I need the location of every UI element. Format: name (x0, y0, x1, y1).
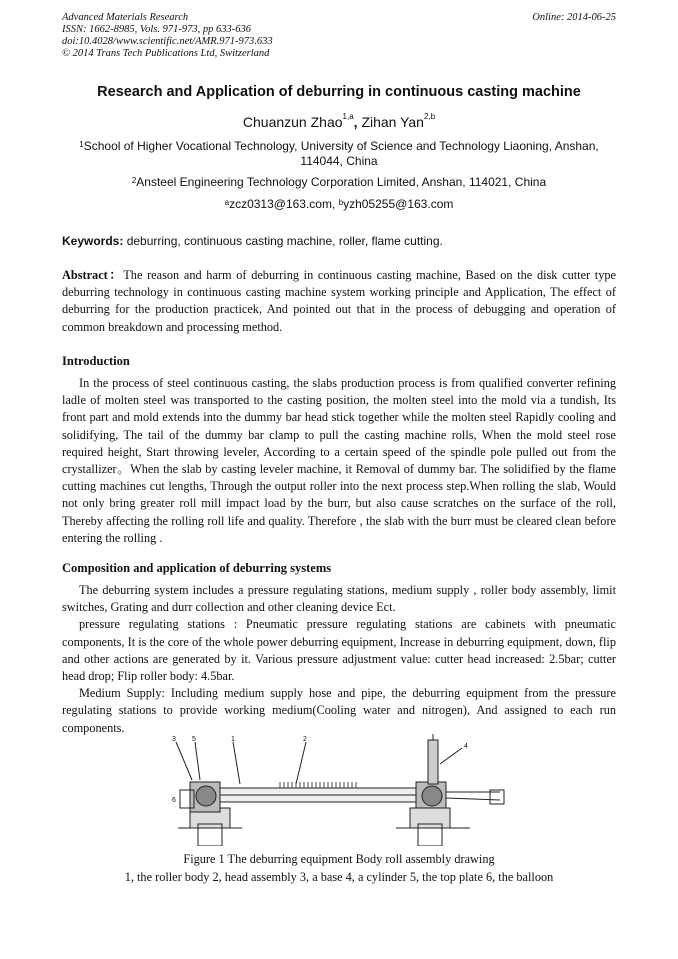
keywords-label: Keywords: (62, 234, 124, 248)
paragraph: pressure regulating stations : Pneumatic pressure regulating stations are cabinets with pneumatic components, It is the core of the whole power deburring equipment, Increase in deburring equipment, down, flip and other actions are generated by it. Various pressure adjustment value: cutter head increased: 2.5bar; cutter head drop; Flip roller body: 4.5bar. (62, 617, 616, 684)
keywords (62, 234, 616, 248)
aff-sup: 1 (79, 140, 84, 149)
composition-body (62, 582, 616, 737)
author-name: Chuanzun Zhao (242, 114, 343, 130)
section-heading-composition: Composition and application of deburring systems (62, 561, 332, 575)
figure-label: 2 (303, 736, 307, 743)
online-date: Online: 2014-06-25 (532, 12, 616, 23)
figure-label: 1 (231, 736, 235, 743)
paragraph: The deburring system includes a pressure regulating stations, medium supply , roller body assembly, limit switches, Grating and durr collection and other cleaning device Ect. (62, 583, 616, 615)
email-sup: a (224, 198, 230, 207)
journal-header (62, 12, 273, 60)
abstract-label: Abstract： (62, 268, 124, 282)
affiliation-1 (62, 139, 616, 169)
affiliation-2 (62, 175, 616, 190)
figure-label: 5 (192, 736, 196, 743)
authors (40, 114, 638, 130)
header-line: doi:10.4028/www.scientific.net/AMR.971-973.633 (62, 36, 273, 47)
figure-label: 6 (172, 797, 176, 804)
paragraph: In the process of steel continuous casting, the slabs production process is from qualified converter refining ladle of molten steel was transported to the casting position, the molten steel into the mold via a tundish, Its front part and mold extends into the dummy bar head stick together while the molten steel Rapidly cooling and solidifying, The tail of the dummy bar clamp to pull the casting machine rolls, When the mold steel rose required height, Start throwing leveler, According to a certain speed of the spindle pole pulled out from the crystallizer。When the slab by casting leveler machine, it Removal of dummy bar. The solidified by the flame cutting machines cut lengths, Through the output roller into the next process step.When rolling the slab, Would not only bring greater roll mill impact load by the burr, but also cause scratches on the surface of the roll, Thereby affecting the rolling roll life and quality. Therefore , the slab with the burr must be cleared clean before entering the rolling . (62, 376, 616, 545)
email-link[interactable]: zcz0313@163.com, (229, 197, 339, 211)
paper-title: Research and Application of deburring in continuous casting machine (97, 84, 581, 100)
email-sup: b (338, 198, 344, 207)
aff-text: Ansteel Engineering Technology Corporation Limited, Anshan, 114021, China (136, 175, 547, 189)
intro-body (62, 375, 616, 547)
figure-roll-assembly-drawing (170, 734, 526, 846)
email-link[interactable]: yzh05255@163.com (343, 197, 454, 211)
header-line: ISSN: 1662-8985, Vols. 971-973, pp 633-636 (62, 24, 251, 35)
emails (62, 197, 616, 212)
figure-caption: Figure 1 The deburring equipment Body roll assembly drawing (183, 852, 495, 866)
author-name: Zihan Yan (361, 114, 424, 130)
paragraph: Medium Supply: Including medium supply hose and pipe, the deburring equipment from the pressure regulating stations to provide working medium(Cooling water and nitrogen), And assigned to each run components. (62, 686, 616, 735)
keywords-text: deburring, continuous casting machine, roller, flame cutting. (123, 234, 443, 248)
section-heading-intro: Introduction (62, 354, 130, 368)
header-line: © 2014 Trans Tech Publications Ltd, Switzerland (62, 48, 270, 59)
figure-legend: 1, the roller body 2, head assembly 3, a base 4, a cylinder 5, the top plate 6, the balloon (124, 870, 554, 884)
author-sep: , (353, 114, 362, 130)
figure-label: 3 (172, 736, 176, 743)
abstract-text: The reason and harm of deburring in continuous casting machine, Based on the disk cutter type deburring technology in continuous casting machine system working principle and Application, The effect of deburring for the production practicek, And pointed out that in the process of debugging and operation of common breakdown and processing method. (62, 268, 616, 334)
figure-label: 4 (464, 743, 468, 750)
aff-sup: 2 (131, 176, 137, 185)
author-sup: 2,b (423, 112, 436, 121)
aff-text: School of Higher Vocational Technology, University of Science and Technology Liaoning, Anshan, 114044, China (83, 139, 599, 168)
abstract (62, 267, 616, 336)
author-sup: 1,a (342, 112, 354, 121)
header-line: Advanced Materials Research (62, 12, 189, 23)
